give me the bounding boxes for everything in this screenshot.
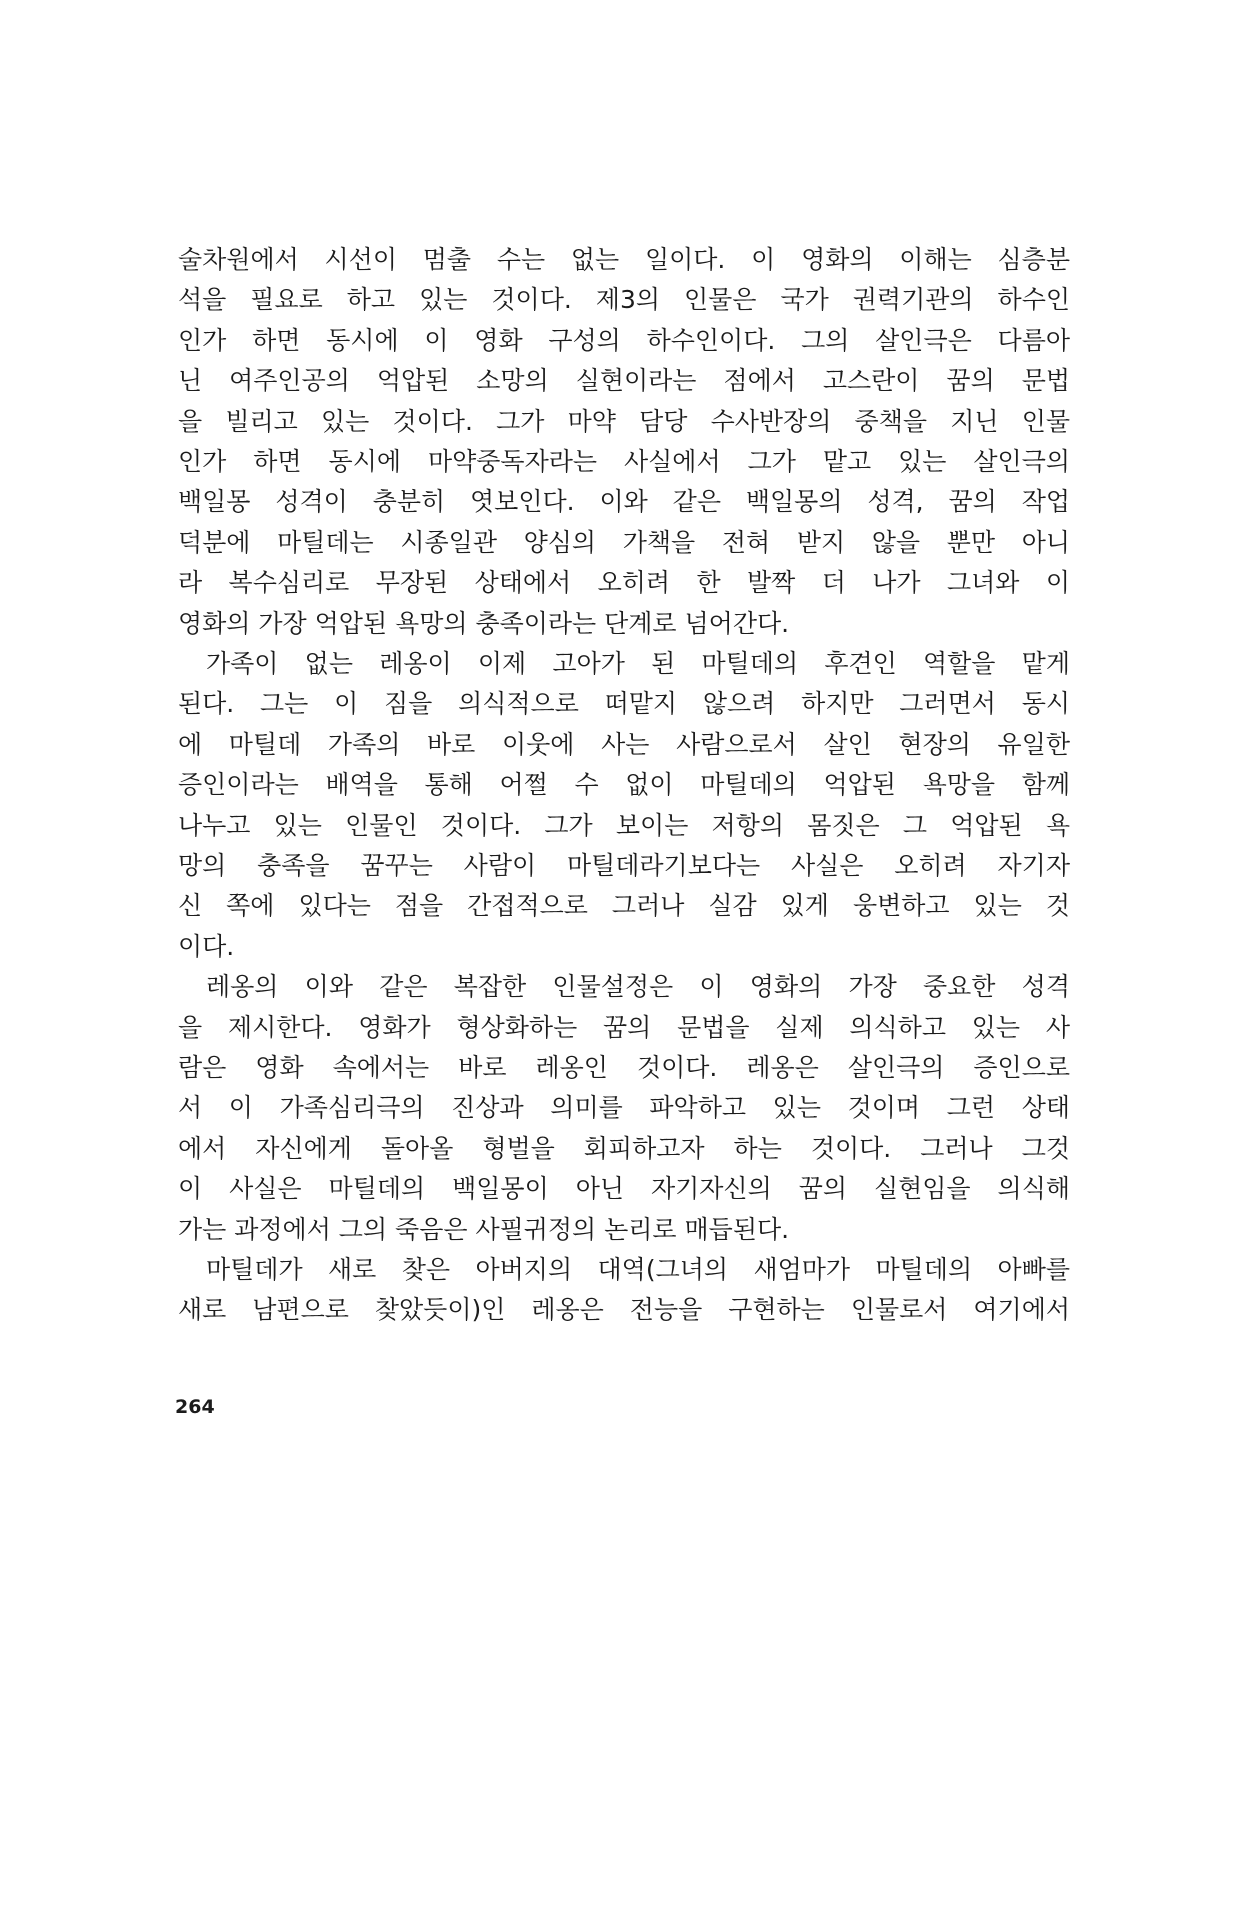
text-line: 을 제시한다. 영화가 형상화하는 꿈의 문법을 실제 의식하고 있는 사 bbox=[178, 1012, 1070, 1042]
text-line: 에 마틸데 가족의 바로 이웃에 사는 사람으로서 살인 현장의 유일한 bbox=[178, 729, 1070, 759]
text-line: 가는 과정에서 그의 죽음은 사필귀정의 논리로 매듭된다. bbox=[178, 1214, 790, 1244]
text-line: 서 이 가족심리극의 진상과 의미를 파악하고 있는 것이며 그런 상태 bbox=[178, 1093, 1070, 1123]
page-number: 264 bbox=[175, 1396, 215, 1418]
text-line: 인가 하면 동시에 이 영화 구성의 하수인이다. 그의 살인극은 다름아 bbox=[178, 325, 1070, 355]
text-line: 덕분에 마틸데는 시종일관 양심의 가책을 전혀 받지 않을 뿐만 아니 bbox=[178, 527, 1070, 557]
text-line: 나누고 있는 인물인 것이다. 그가 보이는 저항의 몸짓은 그 억압된 욕 bbox=[178, 810, 1070, 840]
text-line: 가족이 없는 레옹이 이제 고아가 된 마틸데의 후견인 역할을 맡게 bbox=[206, 649, 1070, 678]
text-line: 신 쪽에 있다는 점을 간접적으로 그러나 실감 있게 웅변하고 있는 것 bbox=[178, 891, 1070, 921]
text-line: 이 사실은 마틸데의 백일몽이 아닌 자기자신의 꿈의 실현임을 의식해 bbox=[178, 1174, 1070, 1204]
text-line: 증인이라는 배역을 통해 어쩔 수 없이 마틸데의 억압된 욕망을 함께 bbox=[178, 770, 1070, 800]
text-line: 을 빌리고 있는 것이다. 그가 마약 담당 수사반장의 중책을 지닌 인물 bbox=[178, 406, 1070, 436]
text-line: 람은 영화 속에서는 바로 레옹인 것이다. 레옹은 살인극의 증인으로 bbox=[178, 1053, 1070, 1082]
text-line: 술차원에서 시선이 멈출 수는 없는 일이다. 이 영화의 이해는 심층분 bbox=[178, 245, 1070, 274]
text-line: 새로 남편으로 찾았듯이)인 레옹은 전능을 구현하는 인물로서 여기에서 bbox=[178, 1295, 1070, 1325]
text-line: 백일몽 성격이 충분히 엿보인다. 이와 같은 백일몽의 성격, 꿈의 작업 bbox=[178, 487, 1070, 517]
text-line: 닌 여주인공의 억압된 소망의 실현이라는 점에서 고스란이 꿈의 문법 bbox=[178, 366, 1070, 396]
text-line: 된다. 그는 이 짐을 의식적으로 떠맡지 않으려 하지만 그러면서 동시 bbox=[178, 689, 1070, 719]
text-line: 라 복수심리로 무장된 상태에서 오히려 한 발짝 더 나가 그녀와 이 bbox=[178, 568, 1070, 598]
text-line: 마틸데가 새로 찾은 아버지의 대역(그녀의 새엄마가 마틸데의 아빠를 bbox=[206, 1255, 1070, 1284]
text-line: 이다. bbox=[178, 931, 235, 961]
text-line: 영화의 가장 억압된 욕망의 충족이라는 단계로 넘어간다. bbox=[178, 608, 790, 638]
text-line: 석을 필요로 하고 있는 것이다. 제3의 인물은 국가 권력기관의 하수인 bbox=[178, 285, 1070, 315]
text-line: 인가 하면 동시에 마약중독자라는 사실에서 그가 맡고 있는 살인극의 bbox=[178, 447, 1070, 476]
text-line: 레옹의 이와 같은 복잡한 인물설정은 이 영화의 가장 중요한 성격 bbox=[206, 972, 1070, 1002]
text-line: 망의 충족을 꿈꾸는 사람이 마틸데라기보다는 사실은 오히려 자기자 bbox=[178, 851, 1070, 880]
text-line: 에서 자신에게 돌아올 형벌을 회피하고자 하는 것이다. 그러나 그것 bbox=[178, 1133, 1070, 1163]
